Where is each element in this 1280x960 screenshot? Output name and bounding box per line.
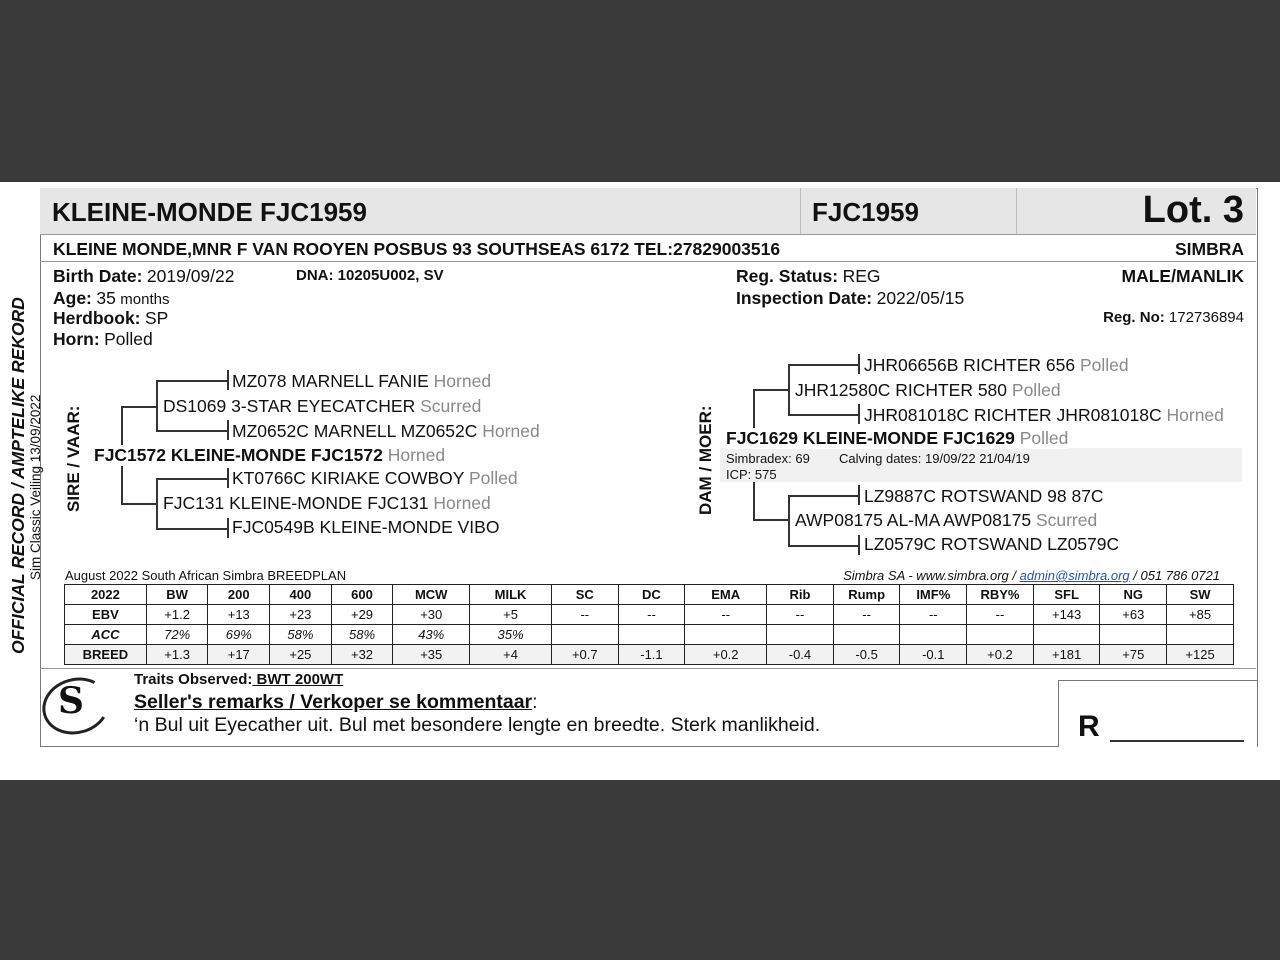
sire-gs1 (163, 396, 481, 417)
sire-gs-top (156, 380, 228, 382)
dam-calving-dates: Calving dates: 19/09/22 21/04/19 (839, 451, 1030, 466)
id-cell (800, 188, 1017, 234)
sire-horn: Horned (387, 445, 446, 465)
dam-gs-top (788, 364, 859, 366)
sex-label: MALE/MANLIK (1121, 266, 1244, 286)
ebv-column-header: SW (1167, 585, 1234, 605)
remarks-heading-colon: : (532, 691, 538, 713)
sire-ggd1-name: MZ0652C MARNELL MZ0652C (232, 421, 478, 441)
birth-date-value: 2019/09/22 (146, 266, 235, 286)
ebv-cell: 58% (331, 625, 393, 645)
reg-status-label: Reg. Status: (736, 266, 839, 286)
ebv-cell: -- (967, 605, 1034, 625)
ebv-column-header: NG (1100, 585, 1167, 605)
ebv-cell: +0.2 (967, 645, 1034, 665)
inspection-date (736, 288, 964, 309)
dam-gd-line (788, 495, 790, 545)
dam-ggd1-tick (858, 404, 860, 424)
ebv-cell: +85 (1167, 605, 1234, 625)
price-entry-line[interactable] (1110, 740, 1244, 742)
sire-gd1-name: FJC131 KLEINE-MONDE FJC131 (163, 493, 429, 513)
ebv-cell: +75 (1100, 645, 1167, 665)
ebv-cell: +1.3 (146, 645, 208, 665)
breed-label: SIMBRA (1174, 239, 1244, 259)
dam-branch-bottom (753, 519, 789, 521)
sire-branch-top (121, 406, 157, 408)
contact-website: Simbra SA - www.simbra.org / (843, 568, 1020, 583)
ebv-cell: 35% (470, 625, 552, 645)
lot-number: Lot. 3 (1142, 189, 1244, 231)
ebv-cell: +25 (270, 645, 332, 665)
sire-ggs2-horn: Polled (469, 468, 518, 488)
inspection-date-value: 2022/05/15 (876, 288, 965, 308)
birth-date-label: Birth Date: (53, 266, 143, 286)
lot-card-sheet (0, 182, 1280, 780)
dam-gd-bottom (788, 545, 859, 547)
ebv-cell (767, 625, 834, 645)
horn-status (53, 329, 153, 350)
reg-no-value: 172736894 (1168, 309, 1244, 326)
owner-divider (40, 261, 1256, 262)
official-record-label: OFFICIAL RECORD / AMPTELIKE REKORD (8, 297, 28, 654)
dam-ggd1 (864, 405, 1224, 426)
ebv-cell (900, 625, 967, 645)
ebv-cell: +181 (1033, 645, 1100, 665)
card-header (40, 188, 1256, 235)
ebv-column-header: BW (146, 585, 208, 605)
owner-line: KLEINE MONDE,MNR F VAN ROOYEN POSBUS 93 SOUTHSEAS 6172 TEL:27829003516 (53, 239, 781, 259)
sire-branch-bottom (121, 503, 157, 505)
ebv-cell: -- (618, 605, 685, 625)
ebv-table (64, 584, 1234, 665)
dam-simbradex: Simbradex: 69 (726, 451, 810, 466)
sire-gd1 (163, 493, 491, 514)
card-bottom-border (40, 746, 1059, 747)
ebv-cell: +29 (331, 605, 393, 625)
ebv-row-acc (65, 625, 1234, 645)
dam-name: FJC1629 KLEINE-MONDE FJC1629 (726, 428, 1015, 448)
dam-ggs2 (864, 486, 1104, 507)
age-unit: months (120, 291, 170, 308)
remarks-heading (134, 691, 538, 714)
age-label: Age: (53, 288, 92, 308)
dam-ggs1-name: JHR06656B RICHTER 656 (864, 355, 1076, 375)
sire-ggd1 (232, 421, 540, 442)
ebv-column-header: DC (618, 585, 685, 605)
ebv-column-header: RBY% (967, 585, 1034, 605)
ebv-cell: +63 (1100, 605, 1167, 625)
ebv-cell: 58% (270, 625, 332, 645)
ebv-cell: -0.4 (767, 645, 834, 665)
ebv-cell: -0.1 (900, 645, 967, 665)
sire-ggs1-name: MZ078 MARNELL FANIE (232, 371, 429, 391)
ebv-column-header: SC (551, 585, 618, 605)
ebv-column-header: MILK (470, 585, 552, 605)
animal-title: KLEINE-MONDE FJC1959 (52, 197, 367, 227)
ebv-cell: +1.2 (146, 605, 208, 625)
dam-gd1-name: AWP08175 AL-MA AWP08175 (795, 510, 1032, 530)
ebv-header-row (65, 585, 1234, 605)
dam-ggd1-horn: Horned (1166, 405, 1224, 425)
dam-horn: Polled (1019, 428, 1069, 448)
remarks-heading-text: Seller's remarks / Verkoper se kommentaar (134, 691, 533, 713)
dam-gs1-name: JHR12580C RICHTER 580 (795, 380, 1008, 400)
sire-gs1-name: DS1069 3-STAR EYECATCHER (163, 396, 416, 416)
breedplan-caption: August 2022 South African Simbra BREEDPLAN (65, 568, 347, 583)
ebv-cell (1167, 625, 1234, 645)
ebv-cell: 43% (393, 625, 470, 645)
dam-gd1-horn: Scurred (1035, 510, 1098, 530)
dam-gs1-horn: Polled (1011, 380, 1061, 400)
dam-ggd2-name: LZ0579C ROTSWAND LZ0579C (864, 534, 1120, 554)
title-cell (40, 188, 801, 234)
sale-caption: Sim Classic Veiling 13/09/2022 (28, 394, 43, 580)
ebv-column-header: IMF% (900, 585, 967, 605)
dam (726, 428, 1068, 449)
sire-ggs1 (232, 371, 491, 392)
contact-phone: / 051 786 0721 (1129, 568, 1220, 583)
ebv-cell: +143 (1033, 605, 1100, 625)
traits-label: Traits Observed: (134, 671, 253, 688)
ebv-row-ebv (65, 605, 1234, 625)
sire-ggd1-tick (227, 420, 229, 440)
herdbook-label: Herdbook: (53, 308, 141, 328)
contact-email-link[interactable]: admin@simbra.org (1019, 568, 1130, 583)
ebv-cell (551, 625, 618, 645)
ebv-cell: +35 (393, 645, 470, 665)
dam-gd1 (795, 510, 1097, 531)
sire-name: FJC1572 KLEINE-MONDE FJC1572 (94, 445, 383, 465)
table-divider (40, 668, 1256, 669)
lot-cell (1016, 188, 1256, 234)
sire-ggd2 (232, 517, 499, 538)
ebv-cell (1100, 625, 1167, 645)
ebv-column-header: EMA (685, 585, 767, 605)
dam-gd-top (788, 495, 859, 497)
herdbook-value: SP (144, 308, 169, 328)
sire-label: SIRE / VAAR: (64, 405, 83, 512)
ebv-cell: +32 (331, 645, 393, 665)
reg-status-value: REG (842, 266, 881, 286)
dam-ggd2-tick (858, 535, 860, 555)
ebv-row-header: EBV (65, 605, 147, 625)
inspection-date-label: Inspection Date: (736, 288, 873, 308)
sire-gs-line (156, 380, 158, 430)
price-label: R (1078, 710, 1100, 743)
dam-ggs1-horn: Polled (1079, 355, 1129, 375)
ebv-cell: -- (685, 605, 767, 625)
ebv-row-header: BREED (65, 645, 147, 665)
ebv-cell (1033, 625, 1100, 645)
sire-gs-bottom (156, 430, 228, 432)
sire-ggs2 (232, 468, 518, 489)
dam-icp: ICP: 575 (726, 467, 777, 482)
dam-branch-top (753, 389, 789, 391)
sire-ggs2-name: KT0766C KIRIAKE COWBOY (232, 468, 465, 488)
dam-gs1 (795, 380, 1061, 401)
sire-ggs1-tick (227, 370, 229, 390)
ebv-cell: 69% (208, 625, 270, 645)
breedplan-contact (843, 568, 1220, 583)
ebv-cell: +17 (208, 645, 270, 665)
dam-label: DAM / MOER: (696, 405, 715, 515)
ebv-column-header: Rump (833, 585, 900, 605)
ebv-cell: +0.2 (685, 645, 767, 665)
ebv-cell: 72% (146, 625, 208, 645)
dam-gs-line (788, 364, 790, 414)
sire-gd-line (156, 478, 158, 528)
dam-ggs1-tick (858, 354, 860, 374)
dam-ggs2-name: LZ9887C ROTSWAND 98 87C (864, 486, 1104, 506)
birth-date (53, 266, 235, 287)
ebv-cell: +4 (470, 645, 552, 665)
ebv-column-header: 200 (208, 585, 270, 605)
age-value: 35 (96, 288, 116, 308)
reg-status (736, 266, 881, 287)
ebv-cell: -- (767, 605, 834, 625)
sire-ggs2-tick (227, 468, 229, 488)
reg-no-label: Reg. No: (1103, 309, 1165, 326)
sire-gd-bottom (156, 528, 228, 530)
traits-observed (134, 671, 343, 688)
horn-value: Polled (104, 329, 153, 349)
ebv-cell: +125 (1167, 645, 1234, 665)
ebv-column-header: MCW (393, 585, 470, 605)
traits-value: BWT 200WT (252, 671, 344, 688)
ebv-cell: -- (833, 605, 900, 625)
remarks-text: ‘n Bul uit Eyecather uit. Bul met besondere lengte en breedte. Sterk manlikheid. (134, 714, 821, 736)
dna-info: DNA: 10205U002, SV (296, 267, 444, 284)
ebv-column-header: Rib (767, 585, 834, 605)
sire-ggd2-tick (227, 518, 229, 538)
ebv-cell: -- (900, 605, 967, 625)
ebv-column-header: 600 (331, 585, 393, 605)
ebv-cell (967, 625, 1034, 645)
dam-gs-bottom (788, 414, 859, 416)
ebv-column-header: 400 (270, 585, 332, 605)
ebv-row-header: ACC (65, 625, 147, 645)
sire-gd1-horn: Horned (433, 493, 491, 513)
ebv-cell: -- (551, 605, 618, 625)
ebv-column-header: 2022 (65, 585, 147, 605)
ebv-cell (618, 625, 685, 645)
dam-ggd1-name: JHR081018C RICHTER JHR081018C (864, 405, 1162, 425)
ebv-cell: +0.7 (551, 645, 618, 665)
ebv-cell: -0.5 (833, 645, 900, 665)
age (53, 288, 169, 309)
ebv-cell: +5 (470, 605, 552, 625)
dam-ggs2-tick (858, 485, 860, 505)
ebv-cell: +23 (270, 605, 332, 625)
sire-gs1-horn: Scurred (420, 396, 482, 416)
sire-ggs1-horn: Horned (433, 371, 492, 391)
dam-ggs1 (864, 355, 1129, 376)
ebv-column-header: SFL (1033, 585, 1100, 605)
ebv-cell: +13 (208, 605, 270, 625)
dam-ggd2 (864, 534, 1119, 555)
herdbook (53, 308, 168, 329)
sire-ggd2-name: FJC0549B KLEINE-MONDE VIBO (232, 517, 500, 537)
sire-ggd1-horn: Horned (482, 421, 540, 441)
sire-gd-top (156, 478, 228, 480)
animal-id: FJC1959 (812, 197, 919, 227)
sire (94, 445, 445, 466)
ebv-cell (685, 625, 767, 645)
ebv-cell: +30 (393, 605, 470, 625)
ebv-cell: -1.1 (618, 645, 685, 665)
simbra-logo-letter: S (58, 680, 84, 722)
ebv-row-breed (65, 645, 1234, 665)
ebv-cell (833, 625, 900, 645)
horn-label: Horn: (53, 329, 100, 349)
reg-number (1103, 309, 1244, 326)
